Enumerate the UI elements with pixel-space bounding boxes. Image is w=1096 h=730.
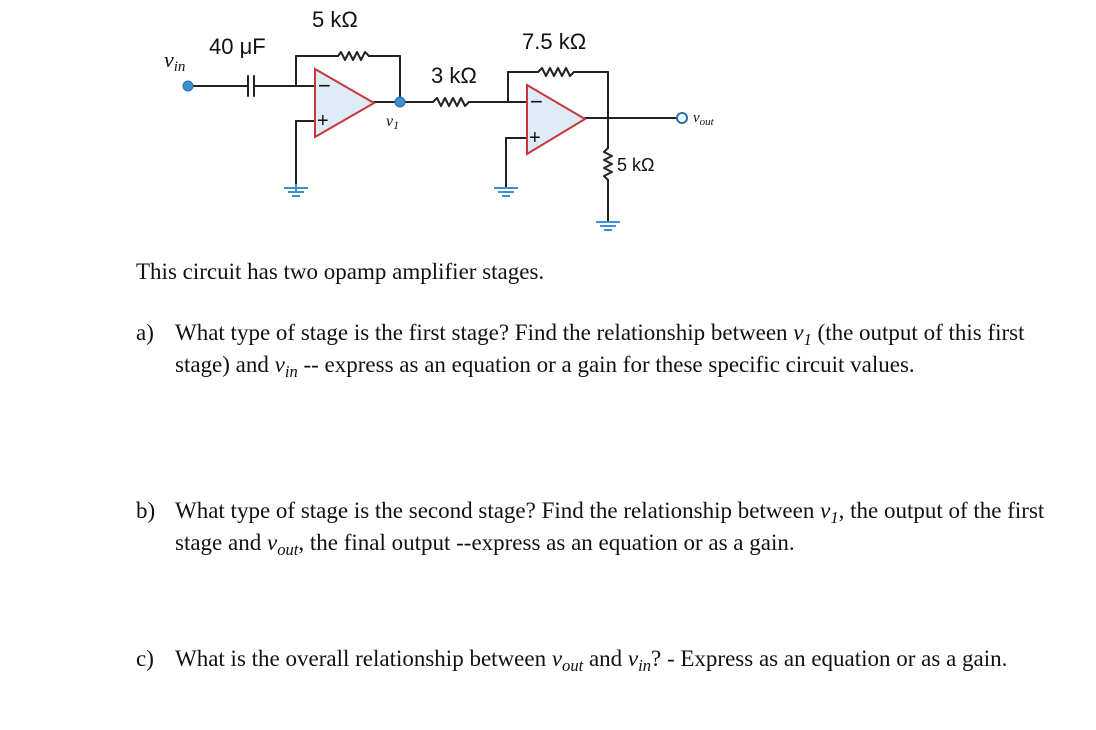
resistor-feedback1 xyxy=(338,52,369,60)
resistor-input2 xyxy=(433,98,469,106)
opamp1-plus-sign: + xyxy=(317,110,329,132)
ground-symbol-1 xyxy=(284,184,308,196)
output-terminal xyxy=(677,113,687,123)
label-vout: $v_{out}$ xyxy=(693,110,714,128)
question-a-text: What type of stage is the first stage? Find the relationship between $v_1$ (the output of this first stage) and $v_{in}$ -- express as an equation or a gain for these specific circuit values. xyxy=(175,320,1025,381)
question-b-label: b) xyxy=(136,498,156,523)
opamp1-minus-sign: − xyxy=(318,73,331,98)
label-r-input2: 3 kΩ xyxy=(431,63,477,88)
label-capacitor: 40 μF xyxy=(209,34,266,59)
ground-symbol-2 xyxy=(494,188,518,196)
label-v1: v1 xyxy=(386,113,400,132)
input-node xyxy=(183,81,193,91)
ground-symbol-3 xyxy=(596,222,620,230)
v1-node xyxy=(395,97,405,107)
circuit-diagram xyxy=(0,0,1096,250)
label-r-load: 5 kΩ xyxy=(617,155,655,175)
question-c-label: c) xyxy=(136,646,154,671)
question-c-text: What is the overall relationship between $v_{out}$ and $v_{in}$? - Express as an equation or as a gain. xyxy=(175,646,1008,675)
opamp2-plus-sign: + xyxy=(529,127,541,149)
question-a-label: a) xyxy=(136,320,154,345)
opamp2-minus-sign: − xyxy=(530,89,543,114)
intro-text: This circuit has two opamp amplifier stages. xyxy=(136,259,545,284)
label-r-feedback2: 7.5 kΩ xyxy=(522,29,587,54)
resistor-load xyxy=(604,148,612,180)
label-r-feedback1: 5 kΩ xyxy=(312,7,358,32)
label-vin: vin xyxy=(164,47,186,75)
question-b-text: What type of stage is the second stage? Find the relationship between $v_1$, the output of the first stage and $v_{out}$, the final output --express as an equation or as a gain. xyxy=(175,498,1045,559)
resistor-feedback2 xyxy=(538,68,574,76)
